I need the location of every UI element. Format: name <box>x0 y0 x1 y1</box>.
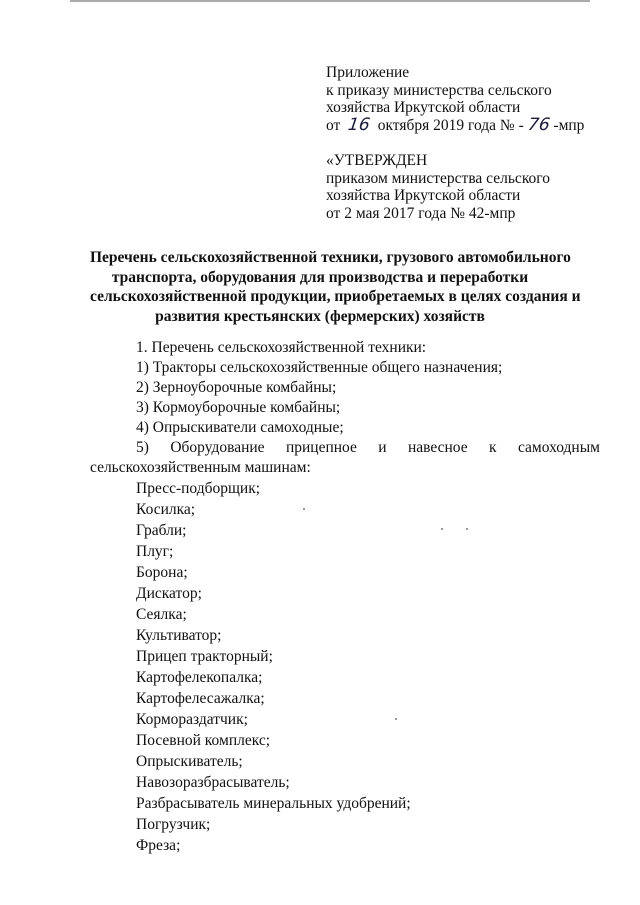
equipment-item: Картофелекопалка; <box>136 669 263 686</box>
equipment-item: Посевной комплекс; <box>136 732 271 749</box>
list-item: 2) Зерноуборочные комбайны; <box>136 379 337 396</box>
scan-speck <box>303 508 305 510</box>
equipment-item: Фреза; <box>136 837 181 854</box>
approved-line: приказом министерства сельского <box>326 169 551 187</box>
appendix-block <box>326 64 584 134</box>
title-line: развития крестьянских (фермерских) хозяйств <box>155 307 485 325</box>
equipment-item: Навозоразбрасыватель; <box>136 774 290 791</box>
section-heading: 1. Перечень сельскохозяйственной техники: <box>136 339 427 356</box>
equipment-item: Борона; <box>136 564 188 581</box>
scan-edge-line <box>70 0 590 2</box>
word: навесное <box>407 439 468 456</box>
equipment-item: Сеялка; <box>136 606 187 623</box>
approved-block <box>326 152 550 222</box>
appendix-line: хозяйства Иркутской области <box>326 99 521 116</box>
title-line: сельскохозяйственной продукции, приобретаемых в целях создания и <box>90 288 581 305</box>
order-suffix: -мпр <box>553 116 585 134</box>
equipment-item: Плуг; <box>136 543 174 560</box>
handwritten-day: 16 <box>346 114 372 135</box>
list-item: 3) Кормоуборочные комбайны; <box>136 399 341 416</box>
approved-line: от 2 мая 2017 года № 42-мпр <box>326 204 516 222</box>
appendix-line: к приказу министерства сельского <box>326 81 552 99</box>
equipment-item: Погрузчик; <box>136 816 211 833</box>
list-item-justified <box>136 439 600 457</box>
word: 5) <box>136 439 149 456</box>
date-prefix: от <box>326 116 341 134</box>
date-rest: октября 2019 года № - <box>377 116 524 134</box>
word: прицепное <box>285 439 357 456</box>
equipment-item: Кормораздатчик; <box>136 711 248 728</box>
scan-speck <box>395 718 397 720</box>
title-line: Перечень сельскохозяйственной техники, грузового автомобильного <box>90 249 571 266</box>
word: и <box>378 439 387 456</box>
equipment-item: Опрыскиватель; <box>136 753 243 770</box>
approved-line: хозяйства Иркутской области <box>326 187 521 204</box>
equipment-item: Грабли; <box>136 522 187 539</box>
approved-line: «УТВЕРЖДЕН <box>326 152 428 169</box>
equipment-item: Разбрасыватель минеральных удобрений; <box>136 795 411 812</box>
word: Оборудование <box>170 439 265 456</box>
list-item: 4) Опрыскиватели самоходные; <box>136 419 344 436</box>
list-item-continuation: сельскохозяйственным машинам: <box>90 459 311 476</box>
equipment-item: Прицеп тракторный; <box>136 648 273 665</box>
title-line: транспорта, оборудования для производства и переработки <box>111 268 529 286</box>
appendix-date-line <box>326 114 585 135</box>
scan-speck <box>466 528 468 530</box>
scan-speck <box>441 528 443 530</box>
document-title <box>90 248 581 326</box>
equipment-item: Дискатор; <box>136 585 202 602</box>
equipment-item: Косилка; <box>136 501 196 518</box>
equipment-item: Картофелесажалка; <box>136 690 265 707</box>
equipment-item: Пресс-подборщик; <box>136 480 261 497</box>
equipment-item: Культиватор; <box>136 627 222 644</box>
list-item: 1) Тракторы сельскохозяйственные общего назначения; <box>136 359 503 376</box>
appendix-line: Приложение <box>326 64 410 81</box>
handwritten-order-number: 76 <box>526 114 551 135</box>
word: к <box>489 439 497 456</box>
word: самоходным <box>517 439 600 456</box>
